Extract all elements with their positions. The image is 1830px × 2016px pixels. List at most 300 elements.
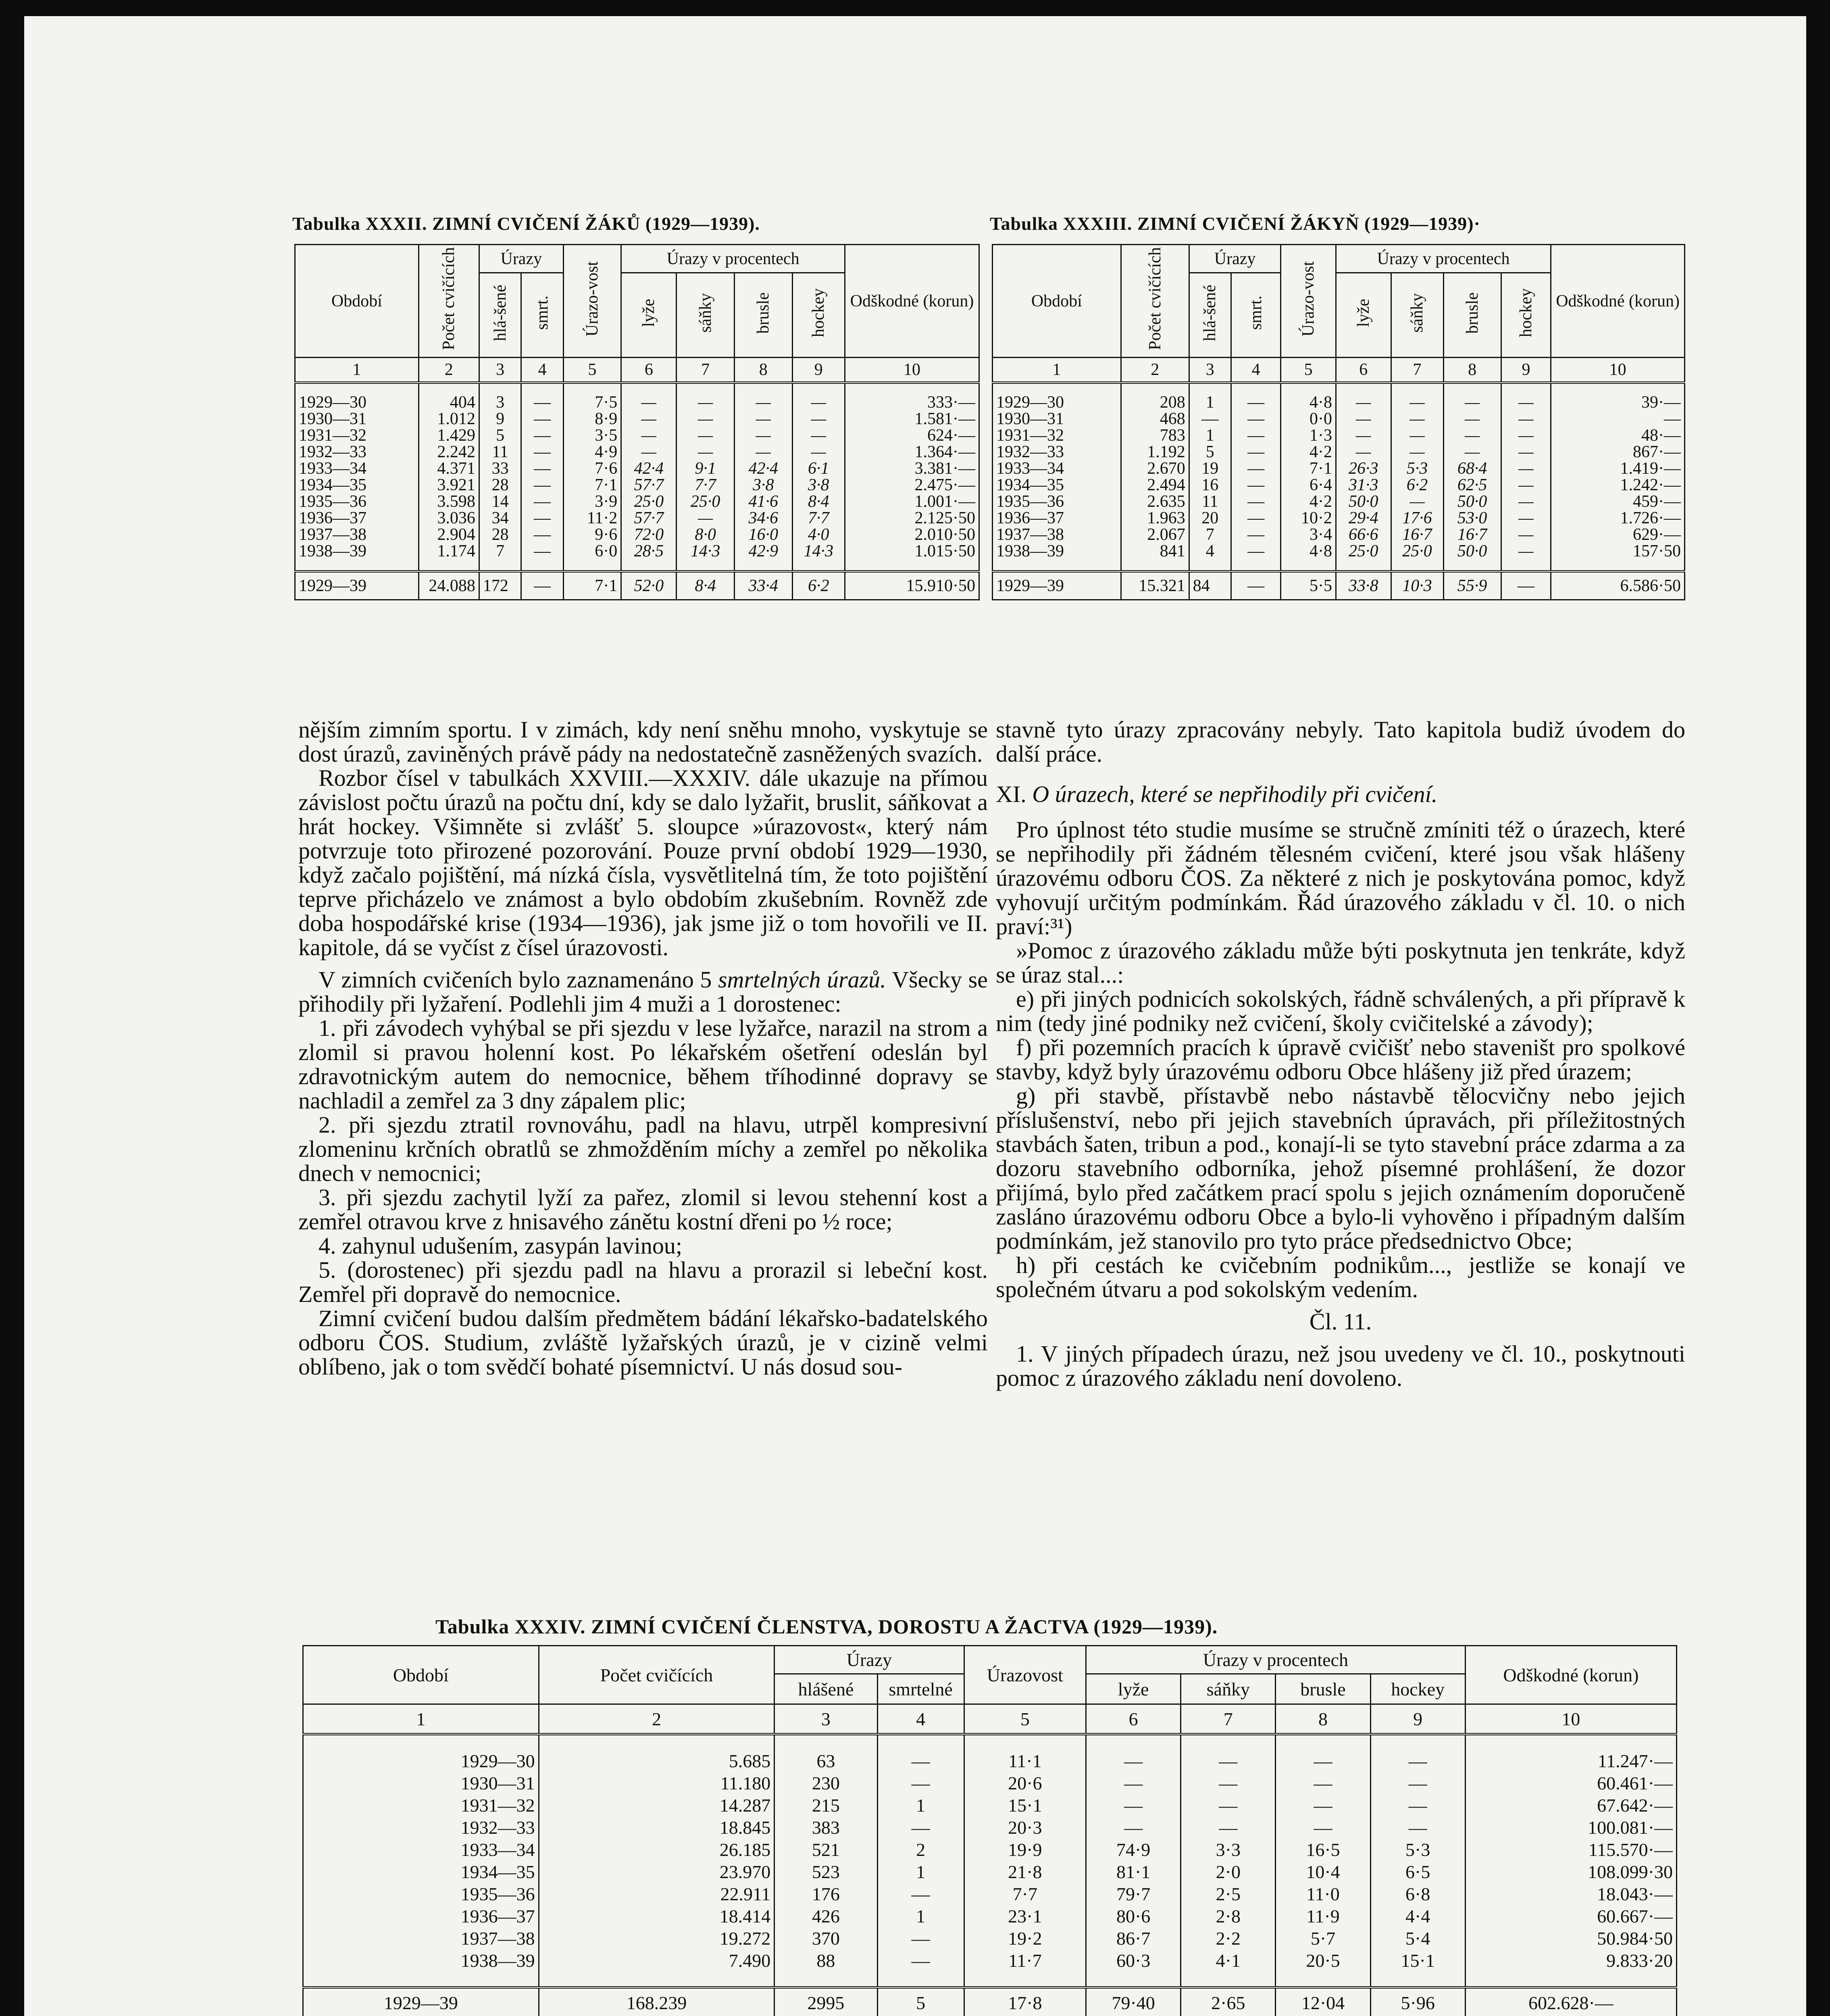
- table-cell: 16·5: [1276, 1839, 1370, 1861]
- table-cell: —: [621, 394, 677, 411]
- hdr-sled: sáňky: [677, 273, 735, 358]
- table-cell: 11·1: [964, 1750, 1086, 1772]
- table-cell: —: [1276, 1794, 1370, 1816]
- table-cell: 17·6: [1391, 510, 1443, 527]
- table-cell: 1.192: [1121, 444, 1189, 460]
- table-cell: —: [792, 411, 845, 427]
- table-cell: —: [734, 394, 792, 411]
- table-cell: 1.581·—: [845, 411, 979, 427]
- table-cell: 1931—32: [303, 1794, 539, 1816]
- text-column-left: [298, 718, 988, 1379]
- table-cell: 25·0: [1336, 543, 1391, 560]
- table-cell: —: [521, 510, 563, 527]
- table-cell: —: [1391, 444, 1443, 460]
- table-cell: 9: [479, 411, 521, 427]
- hdr-sled: sáňky: [1391, 273, 1443, 358]
- hdr-period: Období: [295, 245, 419, 358]
- table-32-caption: Tabulka XXXII. ZIMNÍ CVIČENÍ ŽÁKŮ (1929—1939).: [292, 213, 760, 234]
- table-row: [295, 543, 979, 560]
- table-cell: —: [521, 543, 563, 560]
- table-cell: 1.015·50: [845, 543, 979, 560]
- table-row: [295, 494, 979, 510]
- table-cell: 2.010·50: [845, 527, 979, 543]
- table-row: [303, 1816, 1677, 1839]
- table-row: [295, 411, 979, 427]
- table-cell: 74·9: [1086, 1839, 1181, 1861]
- table-cell: 1929—30: [303, 1750, 539, 1772]
- table-cell: 7·6: [563, 460, 621, 477]
- table-cell: 5: [1189, 444, 1231, 460]
- table-cell: —: [677, 444, 735, 460]
- table-cell: 1938—39: [993, 543, 1121, 560]
- table-row: [303, 1905, 1677, 1927]
- table-cell: 2.635: [1121, 494, 1189, 510]
- hdr-injuries: Úrazy: [479, 245, 563, 273]
- table-cell: 1.726·—: [1551, 510, 1685, 527]
- table-cell: 15·1: [1370, 1949, 1465, 1972]
- table-cell: 88: [774, 1949, 877, 1972]
- hdr-fatal: smrtelné: [877, 1674, 964, 1704]
- table-cell: 16·0: [734, 527, 792, 543]
- hdr-period: Období: [303, 1646, 539, 1704]
- table-cell: 1932—33: [295, 444, 419, 460]
- table-cell: —: [521, 427, 563, 444]
- table-cell: 1.174: [418, 543, 479, 560]
- table-cell: 8·0: [677, 527, 735, 543]
- table-cell: —: [1391, 427, 1443, 444]
- table-cell: 7·1: [563, 477, 621, 494]
- table-cell: 208: [1121, 394, 1189, 411]
- hdr-comp: Odškodné (korun): [1465, 1646, 1676, 1704]
- table-cell: 3·8: [792, 477, 845, 494]
- table-cell: 1936—37: [993, 510, 1121, 527]
- hdr-period: Období: [993, 245, 1121, 358]
- table-total-row: 1929—39 15.321 84 — 5·5 33·8 10·3 55·9 — 6.586·50: [993, 571, 1685, 600]
- table-cell: 1937—38: [295, 527, 419, 543]
- table-cell: 1935—36: [303, 1883, 539, 1905]
- table-cell: 72·0: [621, 527, 677, 543]
- text-column-right: [996, 718, 1685, 1390]
- list-item: e) při jiných podnicích sokolských, řádně schválených, a při přípravě k nim (tedy jiné podniky než cvičení, školy cvičitelské a závody);: [996, 986, 1685, 1036]
- list-item: 2. při sjezdu ztratil rovnováhu, padl na hlavu, utrpěl kompresivní zlomeninu krčních obratlů se zhmožděním míchy a zemřel po několika dnech v nemocnici;: [298, 1112, 988, 1186]
- table-cell: 9·6: [563, 527, 621, 543]
- table-cell: 2·0: [1181, 1861, 1276, 1883]
- table-cell: 468: [1121, 411, 1189, 427]
- hdr-rate: Úrazo-vost: [1281, 245, 1336, 358]
- table-cell: 19.272: [539, 1927, 774, 1949]
- table-cell: —: [1276, 1750, 1370, 1772]
- table-cell: 11·9: [1276, 1905, 1370, 1927]
- table-cell: 33: [479, 460, 521, 477]
- table-cell: 50·0: [1336, 494, 1391, 510]
- table-cell: 25·0: [677, 494, 735, 510]
- column-numbers: 1 2 3 4 5 6 7 8 9 10: [993, 358, 1685, 383]
- table-cell: 108.099·30: [1465, 1861, 1676, 1883]
- hdr-fatal: smrt.: [521, 273, 563, 358]
- table-cell: —: [877, 1927, 964, 1949]
- table-cell: 6·4: [1281, 477, 1336, 494]
- table-cell: 404: [418, 394, 479, 411]
- table-cell: 11·2: [563, 510, 621, 527]
- table-cell: 4: [1189, 543, 1231, 560]
- table-cell: 4·9: [563, 444, 621, 460]
- table-cell: 1: [877, 1794, 964, 1816]
- table-cell: —: [792, 444, 845, 460]
- table-cell: 1935—36: [993, 494, 1121, 510]
- table-total-row: 1929—39 168.239 2995 5 17·8 79·40 2·65 12·04 5·96 602.628·—: [303, 1987, 1677, 2016]
- table-cell: —: [621, 444, 677, 460]
- table-cell: 1930—31: [303, 1772, 539, 1794]
- table-cell: —: [1443, 411, 1501, 427]
- table-cell: —: [1370, 1772, 1465, 1794]
- table-cell: 15·1: [964, 1794, 1086, 1816]
- table-cell: 62·5: [1443, 477, 1501, 494]
- table-row: [295, 460, 979, 477]
- table-cell: 7: [479, 543, 521, 560]
- table-cell: —: [1181, 1794, 1276, 1816]
- table-cell: 4·8: [1281, 394, 1336, 411]
- table-cell: 28: [479, 477, 521, 494]
- table-cell: 1937—38: [303, 1927, 539, 1949]
- table-cell: —: [877, 1949, 964, 1972]
- table-cell: —: [521, 411, 563, 427]
- table-cell: —: [1501, 543, 1551, 560]
- table-cell: —: [877, 1816, 964, 1839]
- table-row: [295, 394, 979, 411]
- table-cell: —: [1501, 394, 1551, 411]
- hdr-reported: hlášené: [774, 1674, 877, 1704]
- hdr-rate: Úrazovost: [964, 1646, 1086, 1704]
- table-cell: 4·2: [1281, 494, 1336, 510]
- table-cell: 1.419·—: [1551, 460, 1685, 477]
- table-cell: 6·1: [792, 460, 845, 477]
- table-cell: —: [1391, 494, 1443, 510]
- hdr-skates: brusle: [1443, 273, 1501, 358]
- table-cell: —: [1189, 411, 1231, 427]
- table-cell: 42·9: [734, 543, 792, 560]
- table-cell: —: [1276, 1772, 1370, 1794]
- table-cell: 60.461·—: [1465, 1772, 1676, 1794]
- table-cell: 2.475·—: [845, 477, 979, 494]
- table-row: [993, 460, 1685, 477]
- table-cell: —: [521, 494, 563, 510]
- table-cell: 1.429: [418, 427, 479, 444]
- table-cell: 63: [774, 1750, 877, 1772]
- table-cell: —: [877, 1772, 964, 1794]
- table-cell: 50·0: [1443, 543, 1501, 560]
- table-row: [295, 477, 979, 494]
- table-cell: —: [521, 477, 563, 494]
- table-cell: 79·7: [1086, 1883, 1181, 1905]
- table-cell: —: [1336, 427, 1391, 444]
- table-cell: 4·8: [1281, 543, 1336, 560]
- section-heading: XI. O úrazech, které se nepřihodily při cvičení.: [996, 781, 1438, 807]
- table-cell: 11: [1189, 494, 1231, 510]
- article-heading: Čl. 11.: [1309, 1308, 1372, 1335]
- table-cell: —: [677, 510, 735, 527]
- table-cell: —: [1181, 1772, 1276, 1794]
- hdr-hockey: hockey: [1370, 1674, 1465, 1704]
- table-cell: 3: [479, 394, 521, 411]
- table-cell: 1933—34: [295, 460, 419, 477]
- table-cell: 20: [1189, 510, 1231, 527]
- table-cell: 1937—38: [993, 527, 1121, 543]
- table-cell: 19: [1189, 460, 1231, 477]
- table-cell: —: [1231, 477, 1281, 494]
- table-cell: 3·3: [1181, 1839, 1276, 1861]
- table-cell: 31·3: [1336, 477, 1391, 494]
- table-cell: 3·5: [563, 427, 621, 444]
- table-cell: —: [1231, 460, 1281, 477]
- table-34-caption: Tabulka XXXIV. ZIMNÍ CVIČENÍ ČLENSTVA, DOROSTU A ŽACTVA (1929—1939).: [435, 1615, 1218, 1638]
- table-cell: 4·1: [1181, 1949, 1276, 1972]
- table-cell: 1930—31: [993, 411, 1121, 427]
- table-cell: 42·4: [621, 460, 677, 477]
- table-cell: —: [1086, 1816, 1181, 1839]
- table-cell: 14.287: [539, 1794, 774, 1816]
- paragraph: Zimní cvičení budou dalším předmětem bádání lékařsko-badatelského odboru ČOS. Studium, zvláště lyžařských úrazů, je v cizině velmi oblíbeno, jak o tom svědčí bohaté písemnictví. U nás dosud sou-: [298, 1305, 988, 1380]
- table-cell: 459·—: [1551, 494, 1685, 510]
- table-cell: 10·4: [1276, 1861, 1370, 1883]
- table-cell: 7·1: [1281, 460, 1336, 477]
- paragraph: »Pomoc z úrazového základu může býti poskytnuta jen tenkráte, když se úraz stal...:: [996, 937, 1685, 988]
- table-cell: —: [1501, 427, 1551, 444]
- hdr-reported: hlá-šené: [479, 273, 521, 358]
- hdr-ski: lyže: [1336, 273, 1391, 358]
- table-cell: 1: [877, 1861, 964, 1883]
- table-cell: 1931—32: [295, 427, 419, 444]
- table-cell: —: [1443, 427, 1501, 444]
- table-cell: 18.845: [539, 1816, 774, 1839]
- table-row: [303, 1949, 1677, 1972]
- hdr-count: Počet cvičících: [539, 1646, 774, 1704]
- table-cell: 16: [1189, 477, 1231, 494]
- table-cell: 20·3: [964, 1816, 1086, 1839]
- table-row: [303, 1883, 1677, 1905]
- table-cell: —: [1276, 1816, 1370, 1839]
- hdr-ski: lyže: [621, 273, 677, 358]
- table-cell: 521: [774, 1839, 877, 1861]
- hdr-reported: hlá-šené: [1189, 273, 1231, 358]
- table-cell: 2.670: [1121, 460, 1189, 477]
- table-cell: 157·50: [1551, 543, 1685, 560]
- table-cell: 2·5: [1181, 1883, 1276, 1905]
- table-cell: 2·8: [1181, 1905, 1276, 1927]
- table-cell: 50.984·50: [1465, 1927, 1676, 1949]
- paragraph: 1. V jiných případech úrazu, než jsou uvedeny ve čl. 10., poskytnouti pomoc z úrazového základu není dovoleno.: [996, 1341, 1685, 1391]
- table-cell: 783: [1121, 427, 1189, 444]
- table-cell: —: [1501, 444, 1551, 460]
- table-cell: —: [1231, 543, 1281, 560]
- table-cell: —: [1501, 527, 1551, 543]
- book-page: [24, 16, 1806, 2016]
- table-cell: 3.381·—: [845, 460, 979, 477]
- table-cell: 34: [479, 510, 521, 527]
- column-numbers: 1 2 3 4 5 6 7 8 9 10: [295, 358, 979, 383]
- table-cell: —: [792, 394, 845, 411]
- table-cell: —: [1370, 1816, 1465, 1839]
- table-cell: 6·5: [1370, 1861, 1465, 1883]
- list-item: 4. zahynul udušením, zasypán lavinou;: [319, 1233, 683, 1259]
- table-cell: 8·4: [792, 494, 845, 510]
- table-cell: 215: [774, 1794, 877, 1816]
- table-cell: 370: [774, 1927, 877, 1949]
- table-cell: 5·3: [1391, 460, 1443, 477]
- table-cell: 16·7: [1391, 527, 1443, 543]
- table-cell: —: [734, 444, 792, 460]
- table-cell: —: [792, 427, 845, 444]
- table-cell: —: [1086, 1794, 1181, 1816]
- table-33: [992, 244, 1685, 600]
- table-cell: 1933—34: [993, 460, 1121, 477]
- hdr-rate: Úrazo-vost: [563, 245, 621, 358]
- table-cell: 115.570·—: [1465, 1839, 1676, 1861]
- table-cell: 100.081·—: [1465, 1816, 1676, 1839]
- table-cell: 1: [1189, 394, 1231, 411]
- table-cell: 176: [774, 1883, 877, 1905]
- table-cell: 68·4: [1443, 460, 1501, 477]
- table-cell: 6·0: [563, 543, 621, 560]
- table-cell: 8·9: [563, 411, 621, 427]
- table-cell: 14·3: [792, 543, 845, 560]
- table-cell: —: [1501, 477, 1551, 494]
- table-cell: 1.012: [418, 411, 479, 427]
- table-cell: 11·0: [1276, 1883, 1370, 1905]
- table-cell: —: [1391, 394, 1443, 411]
- table-cell: 1.001·—: [845, 494, 979, 510]
- hdr-hockey: hockey: [792, 273, 845, 358]
- list-item: 5. (dorostenec) při sjezdu padl na hlavu a prorazil si lebeční kost. Zemřel při dopravě do nemocnice.: [298, 1257, 988, 1307]
- table-cell: 5·4: [1370, 1927, 1465, 1949]
- table-cell: —: [621, 411, 677, 427]
- table-cell: —: [1231, 444, 1281, 460]
- table-cell: 18.414: [539, 1905, 774, 1927]
- table-cell: 26.185: [539, 1839, 774, 1861]
- table-cell: —: [677, 411, 735, 427]
- paragraph: nějším zimním sportu. I v zimách, kdy není sněhu mnoho, vyskytuje se dost úrazů, zaviněných právě pády na nedostatečně zasněžených svazích.: [298, 716, 988, 767]
- table-row: [993, 527, 1685, 543]
- hdr-hockey: hockey: [1501, 273, 1551, 358]
- table-row: [295, 527, 979, 543]
- table-cell: 60·3: [1086, 1949, 1181, 1972]
- table-cell: 19·9: [964, 1839, 1086, 1861]
- table-cell: —: [1501, 460, 1551, 477]
- table-cell: 1936—37: [303, 1905, 539, 1927]
- paragraph: Pro úplnost této studie musíme se stručně zmíniti též o úrazech, které se nepřihodily při žádném tělesném cvičení, které jsou však hlášeny úrazovému odboru ČOS. Za některé z nich je poskytována pomoc, když vyhovují určitým podmínkám. Řád úrazového základu v čl. 10. o nich praví:³¹): [996, 816, 1685, 939]
- table-cell: 21·8: [964, 1861, 1086, 1883]
- table-cell: 3.036: [418, 510, 479, 527]
- table-cell: —: [1443, 394, 1501, 411]
- hdr-fatal: smrt.: [1231, 273, 1281, 358]
- table-cell: 1933—34: [303, 1839, 539, 1861]
- table-cell: 1929—30: [993, 394, 1121, 411]
- table-cell: 67.642·—: [1465, 1794, 1676, 1816]
- table-cell: 57·7: [621, 510, 677, 527]
- table-cell: 23·1: [964, 1905, 1086, 1927]
- list-item: h) při cestách ke cvičebním podnikům..., jestliže se konají ve společném útvaru a pod sokolským vedením.: [996, 1252, 1685, 1302]
- table-cell: —: [1086, 1772, 1181, 1794]
- table-cell: 1934—35: [993, 477, 1121, 494]
- table-cell: 18.043·—: [1465, 1883, 1676, 1905]
- table-cell: —: [1231, 427, 1281, 444]
- table-cell: 2.494: [1121, 477, 1189, 494]
- table-cell: 60.667·—: [1465, 1905, 1676, 1927]
- table-cell: 7·7: [964, 1883, 1086, 1905]
- table-cell: 1934—35: [295, 477, 419, 494]
- table-cell: 48·—: [1551, 427, 1685, 444]
- table-cell: —: [521, 527, 563, 543]
- table-cell: 7·7: [792, 510, 845, 527]
- table-cell: 523: [774, 1861, 877, 1883]
- table-cell: —: [1336, 444, 1391, 460]
- table-cell: 80·6: [1086, 1905, 1181, 1927]
- hdr-injuries: Úrazy: [774, 1646, 964, 1674]
- table-cell: —: [1370, 1794, 1465, 1816]
- table-row: [993, 477, 1685, 494]
- table-cell: 20·6: [964, 1772, 1086, 1794]
- table-cell: 7.490: [539, 1949, 774, 1972]
- table-cell: 14·3: [677, 543, 735, 560]
- table-cell: 7·7: [677, 477, 735, 494]
- list-item: f) při pozemních pracích k úpravě cvičišť nebo staveništ pro spolkové stavby, když byly úrazovému odboru Obce hlášeny již před úrazem;: [996, 1034, 1685, 1085]
- table-cell: 3·8: [734, 477, 792, 494]
- table-cell: 11.247·—: [1465, 1750, 1676, 1772]
- table-row: [295, 427, 979, 444]
- table-cell: 1.963: [1121, 510, 1189, 527]
- table-cell: 53·0: [1443, 510, 1501, 527]
- table-row: [295, 510, 979, 527]
- table-cell: —: [1501, 494, 1551, 510]
- table-cell: 34·6: [734, 510, 792, 527]
- table-cell: 23.970: [539, 1861, 774, 1883]
- table-cell: —: [1231, 494, 1281, 510]
- table-cell: 333·—: [845, 394, 979, 411]
- paragraph: Rozbor čísel v tabulkách XXVIII.—XXXIV. dále ukazuje na přímou závislost počtu úrazů na počtu dní, kdy se dalo lyžařit, bruslit, sáňkovat a hrát hockey. Všimněte si zvlášť 5. sloupce »úrazovost«, který nám potvrzuje toto přirozené pozorování. Pouze první období 1929—1930, když začalo pojištění, má nízká čísla, vysvětlitelná tím, že toto pojištění teprve přicházelo ve známost a bylo obdobím zkušebním. Rovněž zde doba hospodářské krise (1934—1936), jak jsme již o tom hovořili ve II. kapitole, dá se vyčíst z čísel úrazovosti.: [298, 765, 988, 960]
- table-cell: 1932—33: [303, 1816, 539, 1839]
- table-cell: 2: [877, 1839, 964, 1861]
- table-cell: 16·7: [1443, 527, 1501, 543]
- table-cell: 1: [1189, 427, 1231, 444]
- table-cell: —: [521, 444, 563, 460]
- table-cell: 11.180: [539, 1772, 774, 1794]
- table-cell: —: [1336, 411, 1391, 427]
- table-cell: 4·4: [1370, 1905, 1465, 1927]
- table-cell: 50·0: [1443, 494, 1501, 510]
- table-cell: 7: [1189, 527, 1231, 543]
- table-cell: 1929—30: [295, 394, 419, 411]
- hdr-pct: Úrazy v procentech: [621, 245, 845, 273]
- table-cell: 867·—: [1551, 444, 1685, 460]
- hdr-injuries: Úrazy: [1189, 245, 1281, 273]
- table-row: [993, 394, 1685, 411]
- table-cell: 2.125·50: [845, 510, 979, 527]
- table-cell: —: [1181, 1750, 1276, 1772]
- table-cell: —: [1551, 411, 1685, 427]
- table-cell: 41·6: [734, 494, 792, 510]
- table-34: [302, 1645, 1677, 2016]
- table-row: [303, 1861, 1677, 1883]
- table-cell: 624·—: [845, 427, 979, 444]
- table-cell: 1·3: [1281, 427, 1336, 444]
- list-item: 1. při závodech vyhýbal se při sjezdu v lese lyžařce, narazil na strom a zlomil si pravou holenní kost. Po lékařském ošetření odeslán byl zdravotnickým autem do nemocnice, během tříhodinné dopravy se nachladil a zemřel za 3 dny zápalem plic;: [298, 1015, 988, 1114]
- table-cell: —: [1443, 444, 1501, 460]
- table-cell: 1.242·—: [1551, 477, 1685, 494]
- hdr-comp: Odškodné (korun): [1551, 245, 1685, 358]
- table-row: [303, 1794, 1677, 1816]
- hdr-pct: Úrazy v procentech: [1336, 245, 1551, 273]
- table-cell: 20·5: [1276, 1949, 1370, 1972]
- table-cell: 5·7: [1276, 1927, 1370, 1949]
